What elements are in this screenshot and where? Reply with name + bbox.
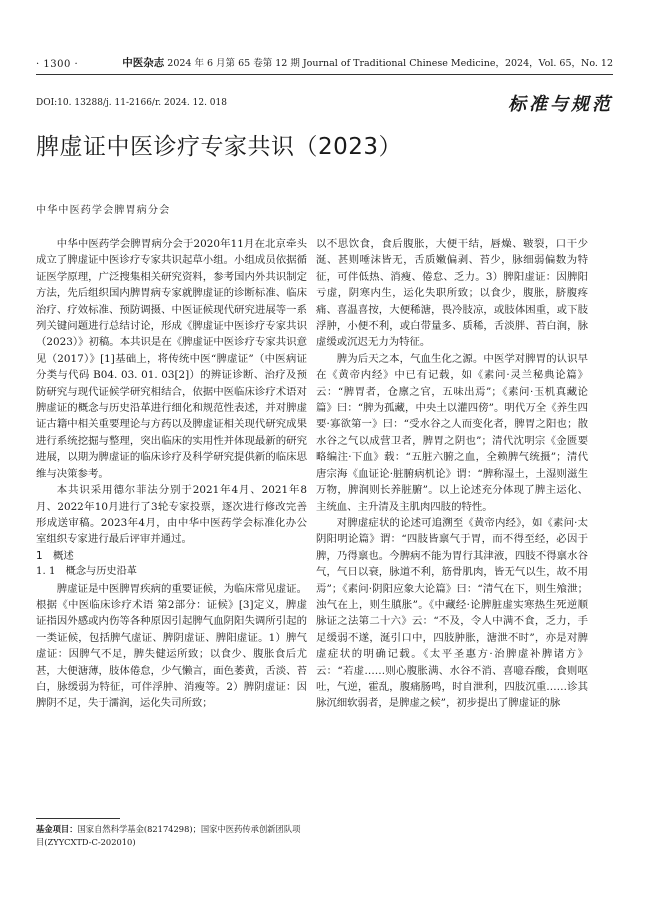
footnote	[36, 823, 308, 849]
right-column	[316, 236, 588, 712]
journal-info	[122, 55, 613, 70]
running-header	[36, 48, 613, 75]
author: 中华中医药学会脾胃病分会	[36, 205, 171, 216]
footnote-text: 国家自然科学基金(82174298)；国家中医药传承创新团队项目(ZYYCXTD-C-202010)	[36, 824, 301, 847]
paragraph: 脾虚证是中医脾胃疾病的重要证候，为临床常见虚证。根据《中医临床诊疗术语 第2部分：证候》[3]定义，脾虚证指因外感或内伤等各种原因引起脾气血阴阳失调所引起的一类证候，包括脾气虚证、脾阴虚证、脾阳虚证。1）脾气虚证：因脾气不足，脾失健运所致；以食少、腹胀食后尤甚，大便溏薄，肢体倦怠，少气懒言，面色萎黄，舌淡、苔白，脉缓弱为特征，可伴浮肿、消瘦等。2）脾阴虚证：因脾阴不足，失于濡润，运化失司所致；	[36, 582, 307, 710]
column-badge: 标准与规范	[508, 94, 613, 115]
paragraph: 中华中医药学会脾胃病分会于2020年11月在北京牵头成立了脾虚证中医诊疗专家共识起草小组。小组成员依据循证医学原理，广泛搜集相关研究资料，参考国内外共识制定方法，先后组织国内脾胃病专家就脾虚证的诊断标准、临床治疗、疗效标准、预防调摄、中医证候现代研究进展等一系列关键问题进行总结讨论，形成《脾虚证中医诊疗专家共识（2023）》初稿。本共识是在《脾虚证中医诊疗专家共识意见（2017）》[1]基础上，将传统中医“脾虚证”（中医病证分类与代码 B04. 03. 01. 03[2]）的辨证诊断、治疗及预防研究与现代证候学研究相结合，依据中医临床诊疗术语对脾虚证的概念与历史沿革进行细化和规范性表述，并对脾虚证古籍中相关重要理论与方药以及脾虚证相关现代研究成果进行系统挖掘与整理，突出临床的实用性并体现最新的研究进展，以期为脾虚证的临床诊疗及科学研究提供新的临床思维与决策参考。	[36, 238, 307, 480]
paragraph: 脾为后天之本，气血生化之源。中医学对脾胃的认识早在《黄帝内经》中已有记载，如《素问·灵兰秘典论篇》云：“脾胃者，仓廪之官，五味出焉”；《素问·玉机真藏论篇》曰：“脾为孤藏，中央土以灌四傍”。明代万全《养生四要·寡欲第一》曰：“受水谷之人而变化者，脾胃之阳也；散水谷之气以成营卫者，脾胃之阴也”；清代沈明宗《金匮要略编注·下血》载：“五脏六腑之血，全赖脾气统摄”；清代唐宗海《血证论·脏腑病机论》谓：“脾称湿土，土湿则滋生万物，脾润则长养脏腑”。以上论述充分体现了脾主运化、主统血、主升清及主肌肉四肢的特性。	[316, 352, 588, 513]
footnote-label: 基金项目：	[36, 824, 78, 834]
doi: DOI:10. 13288/j. 11-2166/r. 2024. 12. 018	[36, 98, 227, 108]
article-title: 脾虚证中医诊疗专家共识（2023）	[36, 134, 403, 160]
issue-info: 2024 年 6 月第 65 卷第 12 期 Journal of Traditional Chinese Medicine，2024，Vol. 65，No. 12	[167, 58, 613, 69]
footnote-divider	[36, 818, 120, 819]
section-heading: 1 概述	[36, 549, 74, 562]
paragraph: 对脾虚症状的论述可追溯至《黄帝内经》，如《素问·太阴阳明论篇》谓：“四肢皆禀气于胃，而不得至经，必因于脾，乃得禀也。今脾病不能为胃行其津液，四肢不得禀水谷气，气日以衰，脉道不利，筋骨肌肉，皆无气以生，故不用焉”；《素问·阴阳应象大论篇》曰：“清气在下，则生飧泄；浊气在上，则生䐜胀”。《中藏经·论脾脏虚实寒热生死逆顺脉证之法第二十六》云：“不及，令人中满不食，乏力，手足缓弱不遂，涎引口中，四肢肿胀，溏泄不时”，亦是对脾虚症状的明确记载。《太平圣惠方·治脾虚补脾诸方》云：“若虚……则心腹胀满、水谷不消、喜噫吞酸，食则呕吐，气逆，霍乱，腹痛肠鸣，时自泄利，四肢沉重……诊其脉沉细软弱者，是脾虚之候”，初步提出了脾虚证的脉	[316, 516, 588, 710]
paragraph: 本共识采用德尔菲法分别于2021年4月、2021年8月、2022年10月进行了3轮专家投票，逐次进行修改完善形成送审稿。2023年4月，由中华中医药学会标准化办公室组织专家进行最后评审并通过。	[36, 484, 307, 546]
left-column	[36, 236, 307, 712]
page-number: · 1300 ·	[36, 59, 79, 70]
journal-name: 中医杂志	[122, 57, 165, 69]
subsection-heading: 1. 1 概念与历史沿革	[36, 566, 137, 578]
paragraph: 以不思饮食，食后腹胀，大便干结，唇燥、皲裂，口干少涎、甚则唾沫皆无，舌质嫩偏剥、苔少，脉细弱偏数为特征，可伴低热、消瘦、倦怠、乏力。3）脾阳虚证：因脾阳亏虚，阴寒内生，运化失职所致；以食少，腹胀，脐腹疼痛、喜温喜按，大便稀溏，畏冷肢凉，或肢体困重，或下肢浮肿，小便不利，或白带量多、质稀，舌淡胖、苔白润，脉虚缓或沉迟无力为特征。	[316, 238, 588, 349]
